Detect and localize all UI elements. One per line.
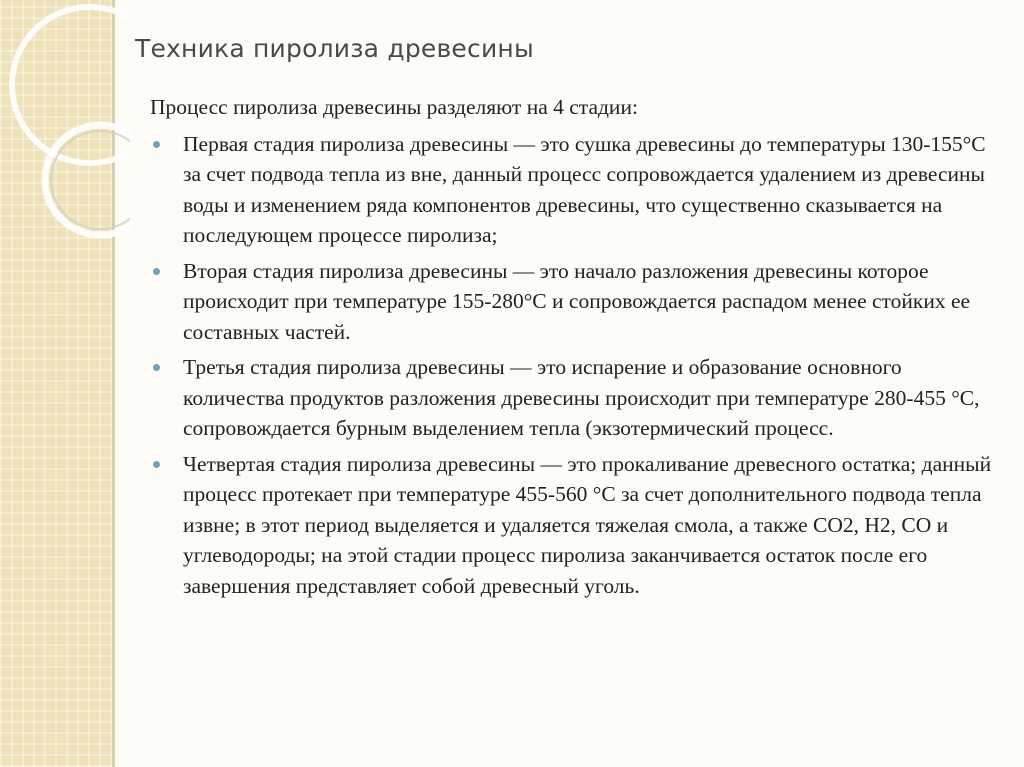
bullet-dot-icon xyxy=(153,461,160,468)
stage-item xyxy=(150,352,1000,444)
bullet-dot-icon xyxy=(153,141,160,148)
stages-list xyxy=(150,129,1000,602)
stage-item xyxy=(150,449,1000,602)
stage-text: Вторая стадия пиролиза древесины — это начало разложения древесины которое происходит при температуре 155-280°С и сопровождается распадом менее стойких ее составных частей. xyxy=(183,258,971,344)
stage-item xyxy=(150,129,1000,251)
stage-text: Третья стадия пиролиза древесины — это испарение и образование основного количества продуктов разложения древесины происходит при температуре 280-455 °С, сопровождается бурным выделением тепла (экзотермический процесс. xyxy=(183,355,980,440)
bullet-dot-icon xyxy=(153,268,160,275)
bullet-dot-icon xyxy=(153,364,160,371)
stage-text: Первая стадия пиролиза древесины — это сушка древесины до температуры 130-155°С за счет подвода тепла из вне, данный процесс сопровождается удалением из древесины воды и изменением ряда компонентов древесины, что существенно сказывается на последующем процессе пиролиза; xyxy=(183,131,986,247)
slide-title: Техника пиролиза древесины xyxy=(135,34,534,63)
stage-item xyxy=(150,256,1000,348)
slide-content xyxy=(150,92,1000,606)
decorative-rings-icon xyxy=(0,0,130,260)
intro-text: Процесс пиролиза древесины разделяют на 4 стадии: xyxy=(150,95,638,119)
stage-text: Четвертая стадия пиролиза древесины — это прокаливание древесного остатка; данный процесс протекает при температуре 455-560 °С за счет дополнительного подвода тепла извне; в этот период выделяется и удаляется тяжелая смола, а также CO2, H2, CO и углеводороды; на этой стадии процесс пиролиза заканчивается остаток после его завершения представляет собой древесный уголь. xyxy=(183,451,992,598)
